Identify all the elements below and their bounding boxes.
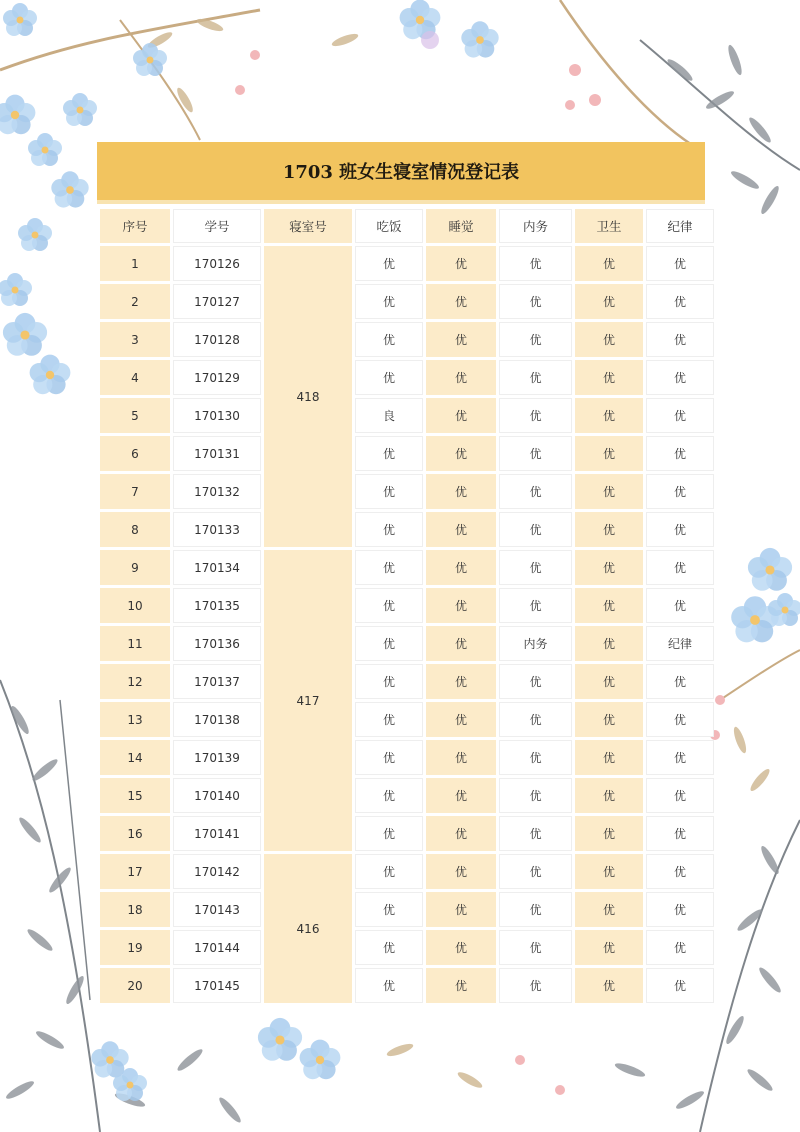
row-number: 12 bbox=[100, 664, 170, 699]
table-row bbox=[100, 816, 714, 851]
grade-housekeeping: 优 bbox=[499, 550, 572, 585]
room-number: 418 bbox=[264, 246, 352, 547]
grade-discipline: 优 bbox=[646, 778, 714, 813]
grade-hygiene: 优 bbox=[575, 284, 643, 319]
grade-housekeeping: 优 bbox=[499, 436, 572, 471]
row-number: 13 bbox=[100, 702, 170, 737]
grade-eating: 优 bbox=[355, 284, 423, 319]
grade-discipline: 优 bbox=[646, 474, 714, 509]
student-id: 170139 bbox=[173, 740, 261, 775]
grade-eating: 优 bbox=[355, 512, 423, 547]
row-number: 5 bbox=[100, 398, 170, 433]
room-number: 417 bbox=[264, 550, 352, 851]
grade-eating: 优 bbox=[355, 778, 423, 813]
grade-housekeeping: 优 bbox=[499, 588, 572, 623]
grade-hygiene: 优 bbox=[575, 512, 643, 547]
grade-sleeping: 优 bbox=[426, 550, 496, 585]
grade-eating: 优 bbox=[355, 816, 423, 851]
student-id: 170126 bbox=[173, 246, 261, 281]
student-id: 170135 bbox=[173, 588, 261, 623]
grade-sleeping: 优 bbox=[426, 322, 496, 357]
grade-sleeping: 优 bbox=[426, 968, 496, 1003]
student-id: 170136 bbox=[173, 626, 261, 661]
grade-housekeeping: 优 bbox=[499, 664, 572, 699]
student-id: 170140 bbox=[173, 778, 261, 813]
grade-discipline: 优 bbox=[646, 702, 714, 737]
grade-hygiene: 优 bbox=[575, 360, 643, 395]
header-no: 序号 bbox=[100, 209, 170, 243]
grade-sleeping: 优 bbox=[426, 892, 496, 927]
row-number: 15 bbox=[100, 778, 170, 813]
grade-sleeping: 优 bbox=[426, 702, 496, 737]
grade-sleeping: 优 bbox=[426, 588, 496, 623]
grade-eating: 优 bbox=[355, 360, 423, 395]
header-sleeping: 睡觉 bbox=[426, 209, 496, 243]
row-number: 1 bbox=[100, 246, 170, 281]
grade-discipline: 优 bbox=[646, 816, 714, 851]
table-row bbox=[100, 322, 714, 357]
row-number: 9 bbox=[100, 550, 170, 585]
grade-hygiene: 优 bbox=[575, 664, 643, 699]
table-row bbox=[100, 664, 714, 699]
grade-discipline: 优 bbox=[646, 436, 714, 471]
grade-discipline: 优 bbox=[646, 550, 714, 585]
grade-discipline: 优 bbox=[646, 740, 714, 775]
student-id: 170138 bbox=[173, 702, 261, 737]
grade-hygiene: 优 bbox=[575, 816, 643, 851]
grade-sleeping: 优 bbox=[426, 854, 496, 889]
grade-hygiene: 优 bbox=[575, 854, 643, 889]
grade-eating: 优 bbox=[355, 322, 423, 357]
row-number: 11 bbox=[100, 626, 170, 661]
table-row bbox=[100, 436, 714, 471]
grade-hygiene: 优 bbox=[575, 322, 643, 357]
row-number: 2 bbox=[100, 284, 170, 319]
grade-discipline: 优 bbox=[646, 360, 714, 395]
header-discipline: 纪律 bbox=[646, 209, 714, 243]
student-id: 170132 bbox=[173, 474, 261, 509]
sheet-title: 1703 班女生寝室情况登记表 bbox=[97, 142, 705, 204]
grade-hygiene: 优 bbox=[575, 398, 643, 433]
row-number: 8 bbox=[100, 512, 170, 547]
table-row bbox=[100, 588, 714, 623]
row-number: 14 bbox=[100, 740, 170, 775]
room-number: 416 bbox=[264, 854, 352, 1003]
grade-hygiene: 优 bbox=[575, 702, 643, 737]
table-row bbox=[100, 892, 714, 927]
grade-housekeeping: 优 bbox=[499, 968, 572, 1003]
table-row bbox=[100, 284, 714, 319]
grade-eating: 优 bbox=[355, 474, 423, 509]
table-row bbox=[100, 626, 714, 661]
table-row bbox=[100, 512, 714, 547]
student-id: 170131 bbox=[173, 436, 261, 471]
grade-eating: 优 bbox=[355, 246, 423, 281]
grade-sleeping: 优 bbox=[426, 740, 496, 775]
grade-eating: 优 bbox=[355, 968, 423, 1003]
grade-discipline: 优 bbox=[646, 246, 714, 281]
grade-housekeeping: 优 bbox=[499, 474, 572, 509]
grade-eating: 优 bbox=[355, 588, 423, 623]
row-number: 18 bbox=[100, 892, 170, 927]
grade-hygiene: 优 bbox=[575, 436, 643, 471]
table-row bbox=[100, 930, 714, 965]
header-student-id: 学号 bbox=[173, 209, 261, 243]
row-number: 17 bbox=[100, 854, 170, 889]
grade-hygiene: 优 bbox=[575, 892, 643, 927]
grade-eating: 优 bbox=[355, 664, 423, 699]
grade-discipline: 优 bbox=[646, 664, 714, 699]
table-row bbox=[100, 968, 714, 1003]
grade-hygiene: 优 bbox=[575, 740, 643, 775]
header-eating: 吃饭 bbox=[355, 209, 423, 243]
table-row bbox=[100, 360, 714, 395]
dormitory-table bbox=[97, 206, 717, 1006]
table-row bbox=[100, 550, 714, 585]
grade-discipline: 优 bbox=[646, 512, 714, 547]
grade-discipline: 优 bbox=[646, 930, 714, 965]
grade-hygiene: 优 bbox=[575, 968, 643, 1003]
grade-housekeeping: 优 bbox=[499, 398, 572, 433]
grade-housekeeping: 优 bbox=[499, 322, 572, 357]
registration-sheet bbox=[97, 142, 705, 1006]
grade-eating: 优 bbox=[355, 436, 423, 471]
row-number: 19 bbox=[100, 930, 170, 965]
grade-sleeping: 优 bbox=[426, 664, 496, 699]
grade-hygiene: 优 bbox=[575, 626, 643, 661]
row-number: 16 bbox=[100, 816, 170, 851]
row-number: 10 bbox=[100, 588, 170, 623]
table-row bbox=[100, 246, 714, 281]
grade-discipline: 优 bbox=[646, 322, 714, 357]
grade-sleeping: 优 bbox=[426, 474, 496, 509]
header-hygiene: 卫生 bbox=[575, 209, 643, 243]
grade-housekeeping: 优 bbox=[499, 360, 572, 395]
student-id: 170144 bbox=[173, 930, 261, 965]
grade-discipline: 优 bbox=[646, 892, 714, 927]
student-id: 170127 bbox=[173, 284, 261, 319]
grade-discipline: 优 bbox=[646, 968, 714, 1003]
grade-sleeping: 优 bbox=[426, 398, 496, 433]
student-id: 170134 bbox=[173, 550, 261, 585]
table-row bbox=[100, 702, 714, 737]
student-id: 170143 bbox=[173, 892, 261, 927]
grade-housekeeping: 优 bbox=[499, 930, 572, 965]
row-number: 4 bbox=[100, 360, 170, 395]
grade-sleeping: 优 bbox=[426, 284, 496, 319]
table-row bbox=[100, 398, 714, 433]
grade-sleeping: 优 bbox=[426, 512, 496, 547]
grade-sleeping: 优 bbox=[426, 930, 496, 965]
student-id: 170142 bbox=[173, 854, 261, 889]
grade-housekeeping: 优 bbox=[499, 740, 572, 775]
grade-housekeeping: 优 bbox=[499, 702, 572, 737]
grade-hygiene: 优 bbox=[575, 778, 643, 813]
grade-discipline: 优 bbox=[646, 398, 714, 433]
table-row bbox=[100, 854, 714, 889]
grade-sleeping: 优 bbox=[426, 246, 496, 281]
row-number: 3 bbox=[100, 322, 170, 357]
student-id: 170129 bbox=[173, 360, 261, 395]
grade-discipline: 优 bbox=[646, 284, 714, 319]
student-id: 170133 bbox=[173, 512, 261, 547]
grade-housekeeping: 优 bbox=[499, 284, 572, 319]
header-row bbox=[100, 209, 714, 243]
grade-hygiene: 优 bbox=[575, 930, 643, 965]
grade-housekeeping: 优 bbox=[499, 512, 572, 547]
student-id: 170141 bbox=[173, 816, 261, 851]
row-number: 20 bbox=[100, 968, 170, 1003]
grade-housekeeping: 优 bbox=[499, 246, 572, 281]
grade-eating: 优 bbox=[355, 854, 423, 889]
row-number: 6 bbox=[100, 436, 170, 471]
grade-discipline: 纪律 bbox=[646, 626, 714, 661]
grade-eating: 优 bbox=[355, 550, 423, 585]
table-row bbox=[100, 778, 714, 813]
grade-eating: 良 bbox=[355, 398, 423, 433]
grade-eating: 优 bbox=[355, 930, 423, 965]
grade-sleeping: 优 bbox=[426, 360, 496, 395]
header-housekeeping: 内务 bbox=[499, 209, 572, 243]
header-room: 寝室号 bbox=[264, 209, 352, 243]
grade-housekeeping: 优 bbox=[499, 892, 572, 927]
student-id: 170137 bbox=[173, 664, 261, 699]
grade-housekeeping: 优 bbox=[499, 854, 572, 889]
grade-sleeping: 优 bbox=[426, 626, 496, 661]
grade-sleeping: 优 bbox=[426, 778, 496, 813]
grade-eating: 优 bbox=[355, 626, 423, 661]
student-id: 170128 bbox=[173, 322, 261, 357]
student-id: 170145 bbox=[173, 968, 261, 1003]
student-id: 170130 bbox=[173, 398, 261, 433]
grade-hygiene: 优 bbox=[575, 588, 643, 623]
grade-discipline: 优 bbox=[646, 854, 714, 889]
grade-hygiene: 优 bbox=[575, 474, 643, 509]
table-body bbox=[100, 246, 714, 1003]
row-number: 7 bbox=[100, 474, 170, 509]
grade-eating: 优 bbox=[355, 892, 423, 927]
grade-eating: 优 bbox=[355, 740, 423, 775]
grade-housekeeping: 优 bbox=[499, 816, 572, 851]
grade-sleeping: 优 bbox=[426, 816, 496, 851]
table-row bbox=[100, 474, 714, 509]
grade-housekeeping: 优 bbox=[499, 778, 572, 813]
grade-hygiene: 优 bbox=[575, 550, 643, 585]
table-row bbox=[100, 740, 714, 775]
grade-discipline: 优 bbox=[646, 588, 714, 623]
grade-hygiene: 优 bbox=[575, 246, 643, 281]
grade-housekeeping: 内务 bbox=[499, 626, 572, 661]
grade-sleeping: 优 bbox=[426, 436, 496, 471]
grade-eating: 优 bbox=[355, 702, 423, 737]
